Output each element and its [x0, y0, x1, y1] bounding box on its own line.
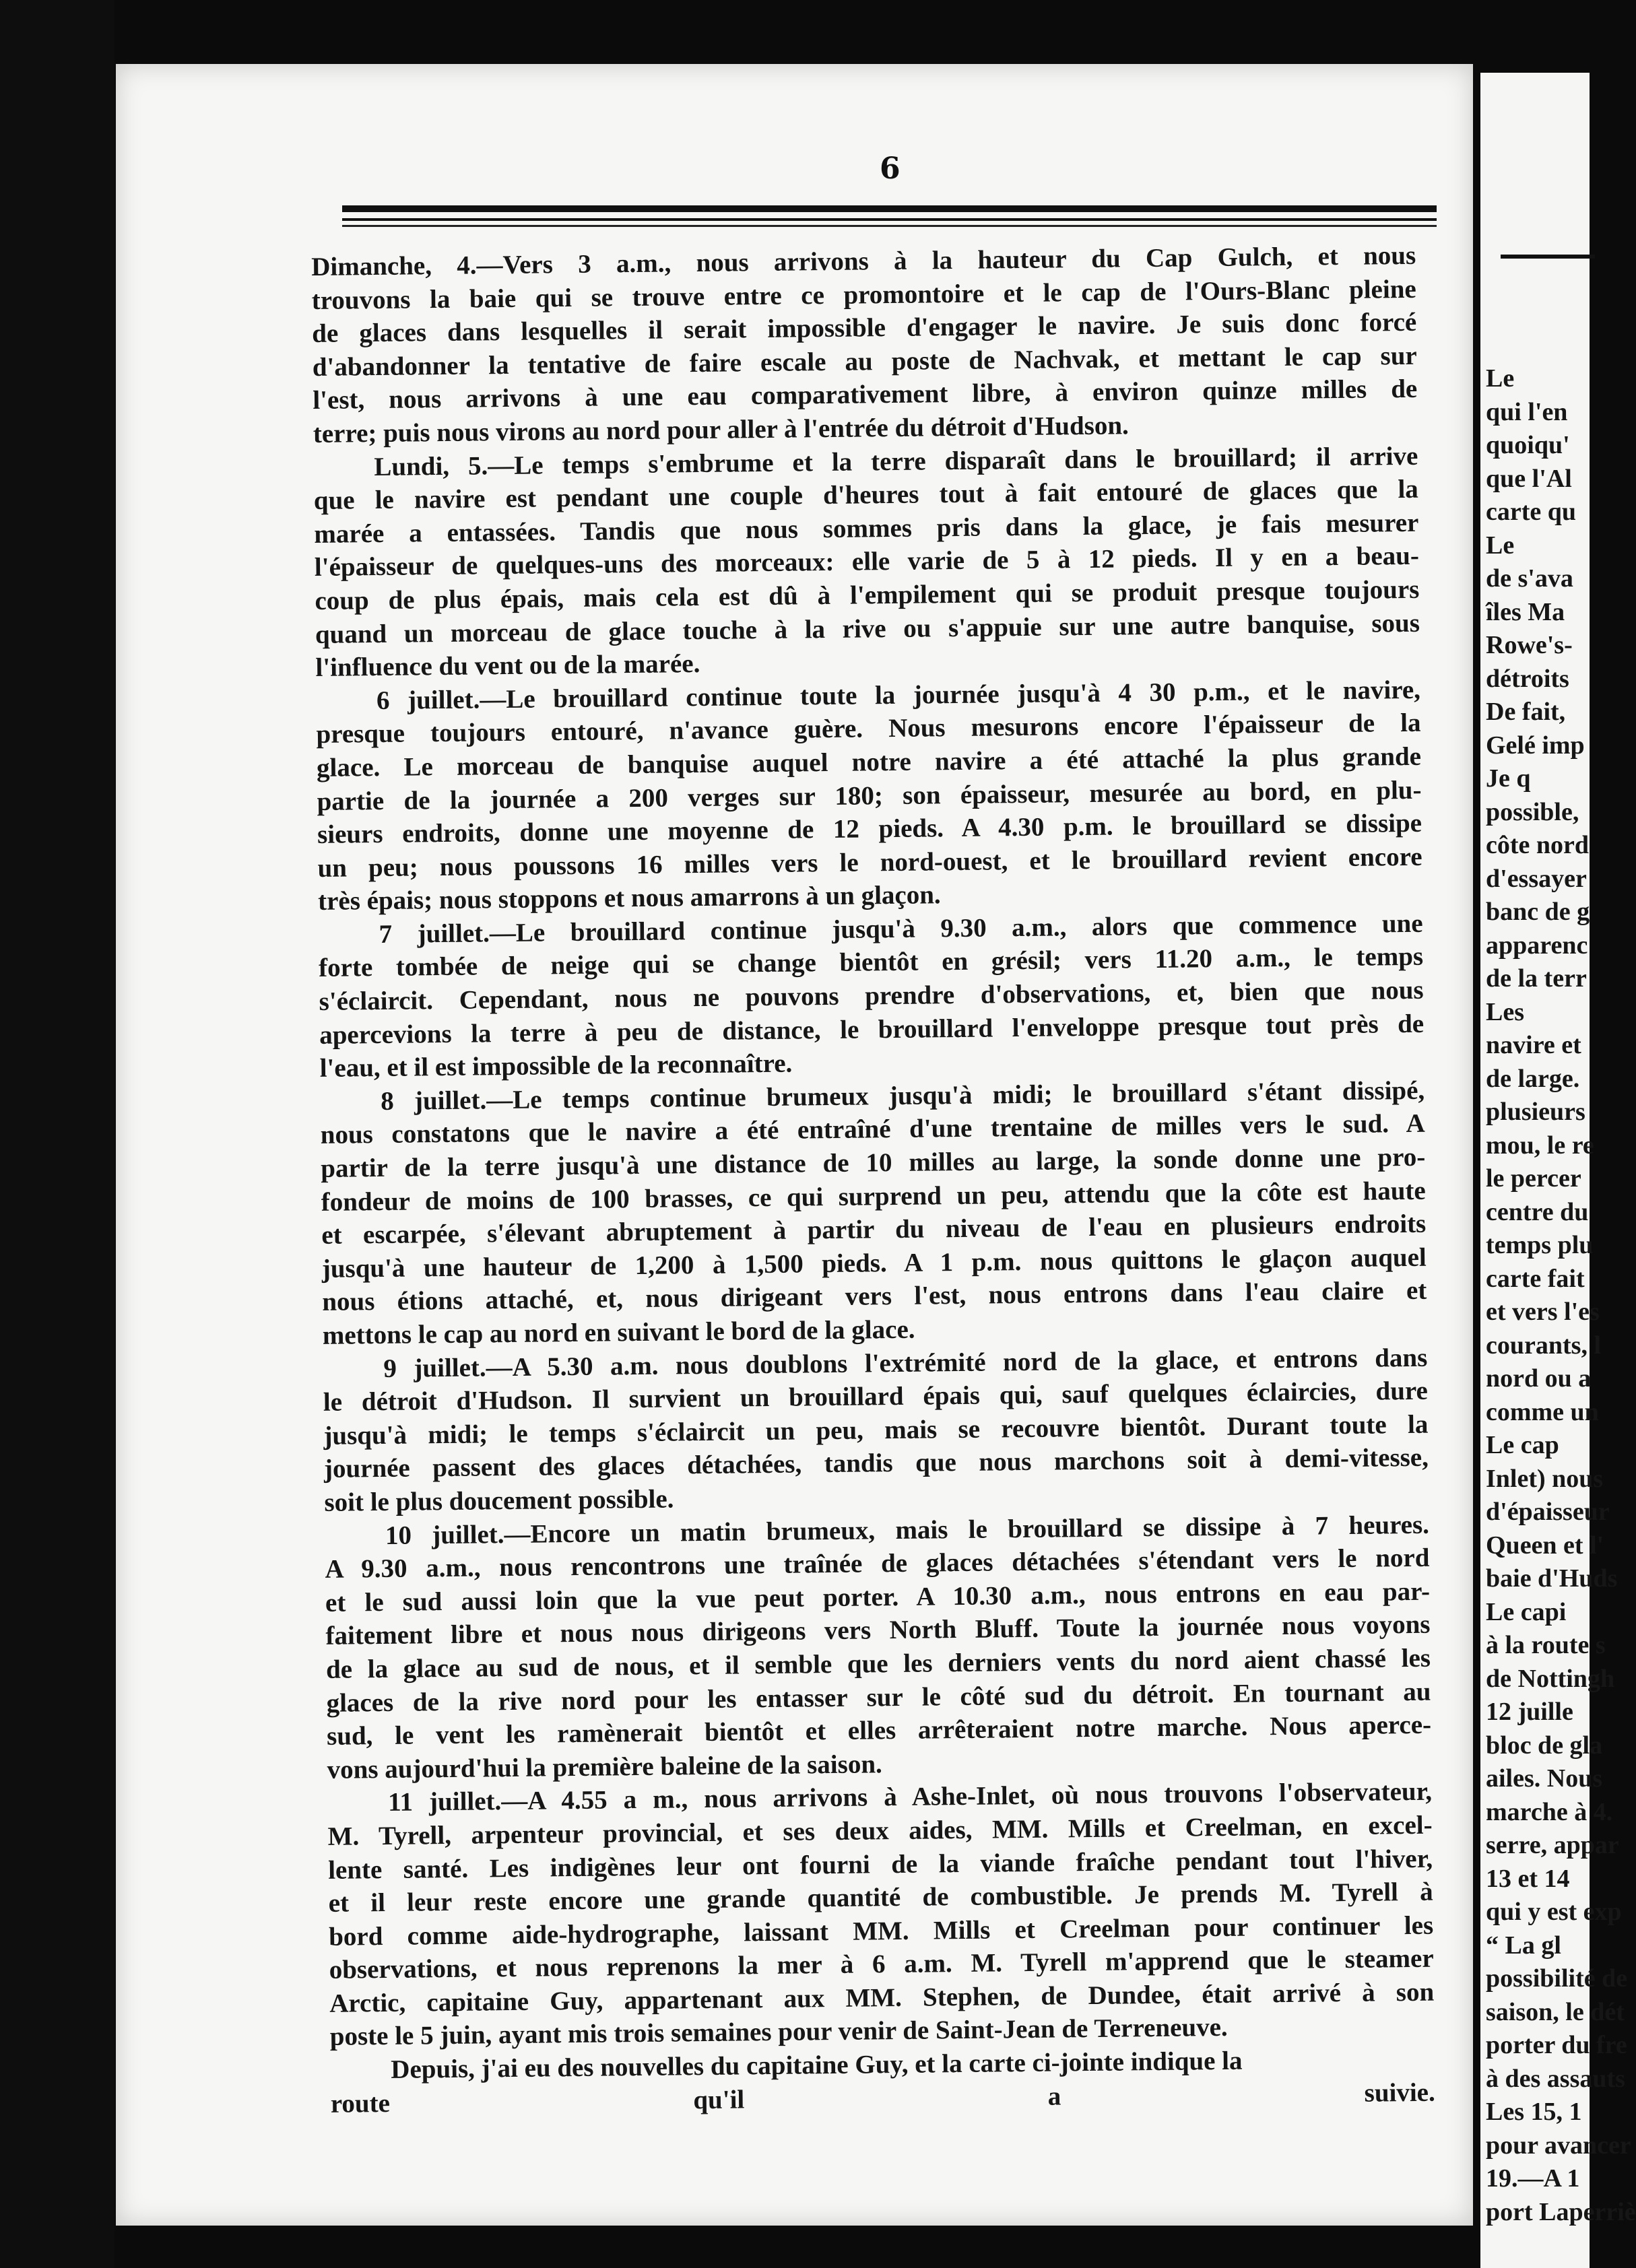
adjacent-text-line: 19.—A 1 [1486, 2164, 1580, 2193]
text-line: soit le plus doucement possible. [324, 1484, 674, 1517]
text-line: Dimanche, 4.—Vers 3 a.m., nous arrivons à la hauteur du Cap Gulch, et nous [311, 240, 1416, 281]
text-line: de glaces dans lesquelles il serait impossible d'engager le navire. Je suis donc forcé [312, 308, 1417, 349]
text-line: apercevions la terre à peu de distance, le brouillard l'enveloppe presque tout près de [319, 1009, 1425, 1050]
text-line: poste le 5 juin, ayant mis trois semaines pour venir de Saint-Jean de Terreneuve. [329, 2013, 1228, 2052]
text-line: et il leur reste encore une grande quantité de combustible. Je prends M. Tyrell à [328, 1877, 1433, 1918]
text-line: que le navire est pendant une couple d'heures tout à fait entouré de glaces que la [313, 474, 1419, 516]
text-line: 6 juillet.—Le brouillard continue toute la journée jusqu'à 4 30 p.m., et le navire, [376, 675, 1421, 715]
text-line: journée passent des glaces détachées, tandis que nous marchons soit à demi-vitesse, [323, 1443, 1429, 1484]
adjacent-text-line: Queen et l' [1486, 1531, 1604, 1560]
text-line: de la glace au sud de nous, et il semble que les derniers vents du nord aient chassé les [325, 1643, 1431, 1684]
adjacent-text-line: et vers l'es [1486, 1298, 1600, 1326]
adjacent-text-line: serre, appar [1486, 1831, 1619, 1859]
adjacent-text-line: carte fait [1486, 1264, 1585, 1293]
text-line: vons aujourd'hui la première baleine de la saison. [327, 1749, 882, 1785]
adjacent-text-line: plusieurs [1486, 1098, 1585, 1126]
adjacent-text-line: baie d'Huds [1486, 1564, 1618, 1593]
text-line: marée a entassées. Tandis que nous sommes pris dans la glace, je fais mesurer [314, 508, 1419, 549]
text-line: jusqu'à une hauteur de 1,200 à 1,500 pieds. A 1 p.m. nous quittons le glaçon auquel [321, 1242, 1427, 1283]
text-line: l'est, nous arrivons à une eau comparativement libre, à environ quinze milles de [313, 374, 1418, 415]
adjacent-text-line: qui y est exp [1486, 1898, 1622, 1926]
header-rule-thin [342, 225, 1437, 227]
adjacent-text-line: Le [1486, 364, 1515, 393]
text-line: trouvons la baie qui se trouve entre ce promontoire et le cap de l'Ours-Blanc pleine [311, 274, 1416, 315]
adjacent-text-line: navire et [1486, 1031, 1581, 1059]
adjacent-text-line: de large. [1486, 1064, 1580, 1093]
adjacent-header-rule [1501, 255, 1595, 259]
header-rule-thin [342, 218, 1437, 221]
text-line: s'éclaircit. Cependant, nous ne pouvons prendre d'observations, et, bien que nous [319, 975, 1424, 1017]
text-line: glaces de la rive nord pour les entasser sur le côté sud du détroit. En tournant au [326, 1677, 1431, 1718]
text-line: et escarpée, s'élevant abruptement à partir du niveau de l'eau en plusieurs endroits [321, 1209, 1427, 1250]
text-line: l'épaisseur de quelques-uns des morceaux: elle varie de 5 à 12 pieds. Il y en a beau- [314, 541, 1420, 582]
text-line: M. Tyrell, arpenteur provincial, et ses deux aides, MM. Mills et Creelman, en excel- [327, 1810, 1433, 1851]
adjacent-text-line: quoiqu' [1486, 431, 1570, 459]
text-line: terre; puis nous virons au nord pour aller à l'entrée du détroit d'Hudson. [313, 411, 1129, 448]
adjacent-text-line: port Laperriè [1486, 2197, 1636, 2226]
text-line: bord comme aide-hydrographe, laissant MM. Mills et Creelman pour continuer les [328, 1910, 1434, 1952]
adjacent-text-line: Inlet) nous [1486, 1464, 1604, 1493]
text-line: 9 juillet.—A 5.30 a.m. nous doublons l'extrémité nord de la glace, et entrons dans [383, 1343, 1428, 1383]
adjacent-text-line: Gelé imp [1486, 731, 1585, 760]
text-line: nous étions attaché, et, nous dirigeant vers l'est, nous entrons dans l'eau claire et [322, 1276, 1427, 1317]
text-line: l'influence du vent ou de la marée. [315, 649, 700, 683]
text-line: le détroit d'Hudson. Il survient un brouillard épais qui, sauf quelques éclaircies, dure [323, 1376, 1429, 1418]
adjacent-text-line: centre du [1486, 1197, 1589, 1226]
text-line: un peu; nous poussons 16 milles vers le nord-ouest, et le brouillard revient encore [317, 842, 1422, 883]
scan-frame-left [0, 0, 114, 2268]
text-line: d'abandonner la tentative de faire escale au poste de Nachvak, et mettant le cap sur [312, 341, 1417, 382]
adjacent-page [1480, 73, 1636, 2268]
text-line: presque toujours entouré, n'avance guère. Nous mesurons encore l'épaisseur de la [316, 708, 1421, 749]
text-line: très épais; nous stoppons et nous amarrons à un glaçon. [317, 880, 941, 916]
adjacent-text-line: côte nord [1486, 831, 1590, 859]
text-line: sieurs endroits, donne une moyenne de 12 pieds. A 4.30 p.m. le brouillard se dissipe [317, 808, 1422, 850]
text-line: jusqu'à midi; le temps s'éclaircit un peu, mais se recouvre bientôt. Durant toute la [323, 1409, 1429, 1450]
text-line: nous constatons que le navire a été entraîné d'une trentaine de milles vers le sud. A [320, 1109, 1425, 1150]
adjacent-text-line: détroits [1486, 664, 1569, 693]
adjacent-text-line: bloc de gla [1486, 1731, 1603, 1760]
adjacent-text-line: îles Ma [1486, 597, 1565, 626]
adjacent-text-line: 13 et 14 [1486, 1864, 1570, 1893]
text-line: quand un morceau de glace touche à la rive ou s'appuie sur une autre banquise, sous [315, 608, 1420, 649]
adjacent-text-line: porter du fre [1486, 2031, 1627, 2059]
adjacent-page-text [1486, 362, 1636, 2229]
adjacent-text-line: Les [1486, 997, 1524, 1026]
adjacent-text-line: à la route s [1486, 1631, 1606, 1659]
text-line: 10 juillet.—Encore un matin brumeux, mais le brouillard se dissipe à 7 heures. [385, 1510, 1430, 1550]
adjacent-text-line: courants, l [1486, 1331, 1601, 1360]
text-line: 7 juillet.—Le brouillard continue jusqu'à 9.30 a.m., alors que commence une [379, 908, 1423, 949]
adjacent-text-line: de la terr [1486, 964, 1587, 993]
adjacent-text-line: Rowe's- [1486, 631, 1573, 659]
adjacent-text-line: à des assauts [1486, 2064, 1625, 2093]
text-line: 8 juillet.—Le temps continue brumeux jusqu'à midi; le brouillard s'étant dissipé, [381, 1075, 1425, 1116]
text-line: Depuis, j'ai eu des nouvelles du capitaine Guy, et la carte ci-jointe indique la [391, 2046, 1243, 2084]
text-line: sud, le vent les ramènerait bientôt et elles arrêteraient notre marche. Nous aperce- [326, 1710, 1432, 1752]
journal-text [311, 239, 1435, 2121]
adjacent-text-line: Le capi [1486, 1597, 1567, 1626]
text-line: Lundi, 5.—Le temps s'embrume et la terre disparaît dans le brouillard; il arrive [374, 441, 1418, 481]
text-line: partir de la terre jusqu'à une distance de 10 milles au large, la sonde donne une pro- [321, 1142, 1426, 1183]
text-line: route qu'il a suivie. [330, 2077, 1435, 2119]
text-line: l'eau, et il est impossible de la reconnaître. [319, 1048, 793, 1083]
text-line: A 9.30 a.m., nous rencontrons une traînée de glaces détachées s'étendant vers le nord [325, 1543, 1430, 1585]
text-line: observations, et nous reprenons la mer à 6 a.m. M. Tyrell m'apprend que le steamer [329, 1943, 1434, 1985]
page-number: 6 [880, 152, 901, 186]
text-line: Arctic, capitaine Guy, appartenant aux MM. Stephen, de Dundee, était arrivé à son [329, 1977, 1435, 2018]
adjacent-text-line: mou, le re [1486, 1131, 1594, 1160]
adjacent-text-line: Le cap [1486, 1431, 1559, 1459]
adjacent-text-line: pour avancer [1486, 2131, 1631, 2160]
adjacent-text-line: De fait, [1486, 698, 1566, 726]
adjacent-text-line: 12 juille [1486, 1698, 1573, 1726]
adjacent-text-line: que l'Al [1486, 464, 1572, 493]
text-line: partie de la journée a 200 verges sur 180; son épaisseur, mesurée au bord, en plu- [317, 775, 1422, 816]
text-line: mettons le cap au nord en suivant le bord de la glace. [322, 1314, 915, 1350]
adjacent-text-line: le percer [1486, 1164, 1581, 1193]
text-line: et le sud aussi loin que la vue peut porter. A 10.30 a.m., nous entrons en eau par- [325, 1576, 1431, 1617]
adjacent-text-line: d'essayer [1486, 864, 1587, 893]
adjacent-text-line: apparenc [1486, 931, 1588, 960]
text-line: glace. Le morceau de banquise auquel notre navire a été attaché la plus grande [316, 741, 1422, 782]
adjacent-text-line: banc de g [1486, 898, 1590, 926]
adjacent-text-line: ailes. Nous [1486, 1764, 1603, 1793]
adjacent-text-line: temps plu [1486, 1231, 1594, 1259]
adjacent-text-line: saison, le dét [1486, 1997, 1625, 2026]
adjacent-text-line: Je q [1486, 764, 1531, 793]
text-line: faitement libre et nous nous dirigeons vers North Bluff. Toute la journée nous voyons [325, 1610, 1431, 1651]
adjacent-text-line: possibilité de [1486, 1964, 1628, 1993]
adjacent-text-line: possible, [1486, 797, 1579, 826]
text-line: lente santé. Les indigènes leur ont fourni de la viande fraîche pendant tout l'hiver, [327, 1844, 1433, 1885]
adjacent-text-line: Les 15, 1 [1486, 2098, 1582, 2126]
text-line: fondeur de moins de 100 brasses, ce qui surprend un peu, attendu que la côte est haute [321, 1176, 1426, 1217]
adjacent-text-line: comme un [1486, 1397, 1599, 1426]
adjacent-text-line: qui l'en [1486, 397, 1568, 426]
adjacent-text-line: nord ou a [1486, 1364, 1592, 1393]
adjacent-text-line: d'épaisseur [1486, 1498, 1610, 1526]
adjacent-text-line: de s'ava [1486, 564, 1573, 593]
adjacent-text-line: marche à 4. [1486, 1797, 1613, 1826]
text-line: coup de plus épais, mais cela est dû à l'empilement qui se produit presque toujours [315, 574, 1420, 615]
header-rule [342, 205, 1437, 212]
adjacent-text-line: Le [1486, 531, 1515, 560]
adjacent-text-line: “ La gl [1486, 1931, 1561, 1960]
adjacent-text-line: de Nottingh [1486, 1664, 1615, 1693]
text-line: 11 juillet.—A 4.55 a m., nous arrivons à Ashe-Inlet, où nous trouvons l'observateur, [387, 1777, 1433, 1817]
text-line: forte tombée de neige qui se change bientôt en grésil; vers 11.20 a.m., le temps [318, 942, 1424, 983]
adjacent-text-line: carte qu [1486, 498, 1577, 526]
